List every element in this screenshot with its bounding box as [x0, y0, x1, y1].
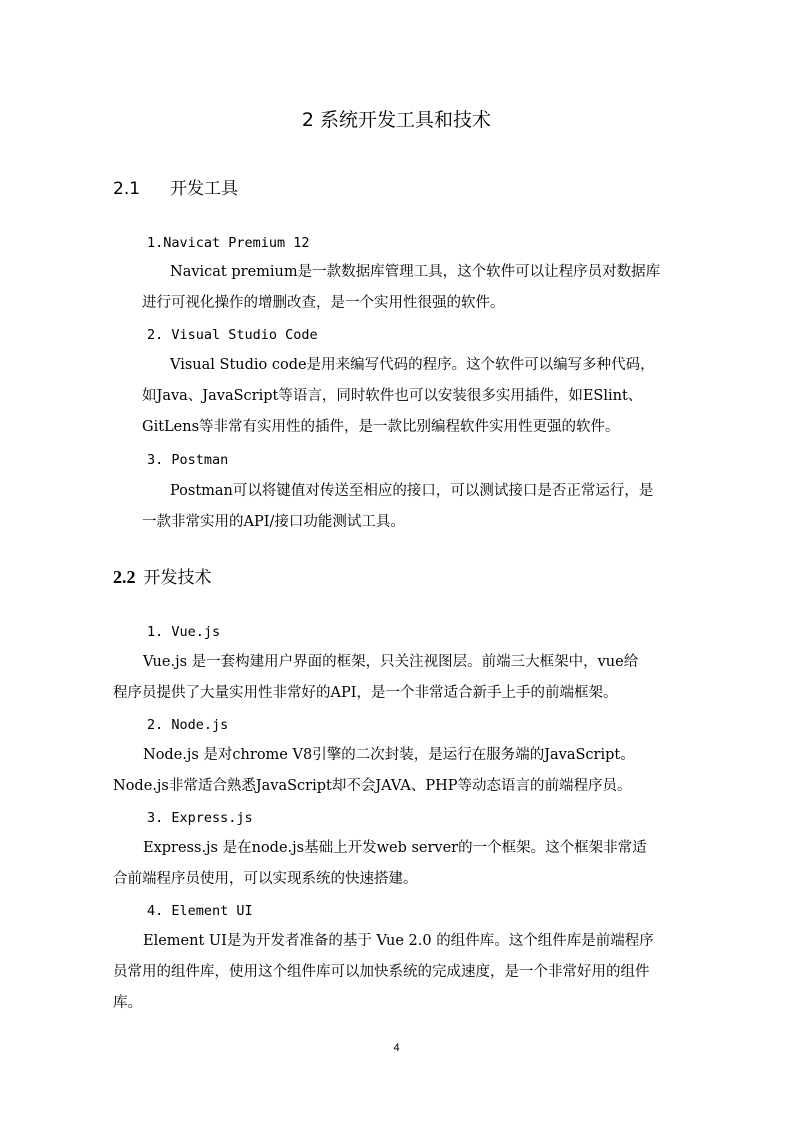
paragraph-line: Node.js非常适合熟悉JavaScript却不会JAVA、PHP等动态语言的前端程序员。 — [113, 778, 632, 794]
paragraph-navicat — [142, 257, 700, 319]
paragraph-line: Node.js 是对chrome V8引擎的二次封装，是运行在服务端的JavaScript。 — [143, 747, 635, 763]
section-number: 2.1 — [113, 179, 141, 199]
paragraph-postman — [142, 476, 700, 538]
paragraph-line: 程序员提供了大量实用性非常好的API，是一个非常适合新手上手的前端框架。 — [113, 685, 618, 701]
paragraph-line: Element UI是为开发者准备的基于 Vue 2.0 的组件库。这个组件库是前端程序 — [143, 933, 654, 949]
paragraph-line: Visual Studio code是用来编写代码的程序。这个软件可以编写多种代码， — [170, 357, 655, 373]
paragraph-line: Express.js 是在node.js基础上开发web server的一个框架。这个框架非常适 — [143, 840, 647, 856]
paragraph-expressjs — [113, 833, 700, 895]
item-title-vscode: 2. Visual Studio Code — [147, 327, 318, 343]
chapter-title: 2 系统开发工具和技术 — [301, 109, 492, 131]
item-title-navicat: 1.Navicat Premium 12 — [147, 235, 310, 251]
item-title-postman: 3. Postman — [147, 452, 229, 468]
section-heading-2-1 — [113, 176, 238, 202]
paragraph-line: 员常用的组件库，使用这个组件库可以加快系统的完成速度，是一个非常好用的组件 — [113, 964, 650, 980]
section-title: 开发工具 — [170, 179, 238, 199]
paragraph-line: Navicat premium是一款数据库管理工具，这个软件可以让程序员对数据库 — [170, 264, 661, 280]
paragraph-line: 进行可视化操作的增删改查，是一个实用性很强的软件。 — [142, 295, 505, 311]
paragraph-line: 库。 — [113, 995, 142, 1011]
section-number: 2.2 — [113, 567, 136, 587]
item-title-elementui: 4. Element UI — [147, 903, 253, 919]
paragraph-line: Postman可以将键值对传送至相应的接口，可以测试接口是否正常运行，是 — [170, 483, 654, 499]
paragraph-line: 如Java、JavaScript等语言，同时软件也可以安装很多实用插件，如ESlint、 — [142, 388, 643, 404]
paragraph-vscode — [142, 350, 700, 443]
paragraph-nodejs — [113, 740, 700, 802]
paragraph-elementui — [113, 926, 700, 1019]
page-number: 4 — [393, 1042, 400, 1054]
section-heading-2-2 — [113, 564, 212, 591]
item-title-nodejs: 2. Node.js — [147, 717, 229, 733]
item-title-vuejs: 1. Vue.js — [147, 624, 221, 640]
paragraph-line: GitLens等非常有实用性的插件，是一款比别编程软件实用性更强的软件。 — [142, 419, 620, 435]
item-title-expressjs: 3. Express.js — [147, 810, 253, 826]
paragraph-vuejs — [113, 647, 700, 709]
section-title: 开发技术 — [143, 568, 212, 588]
paragraph-line: 一款非常实用的API/接口功能测试工具。 — [142, 514, 405, 530]
paragraph-line: 合前端程序员使用，可以实现系统的快速搭建。 — [113, 871, 418, 887]
paragraph-line: Vue.js 是一套构建用户界面的框架，只关注视图层。前端三大框架中，vue给 — [143, 654, 639, 670]
